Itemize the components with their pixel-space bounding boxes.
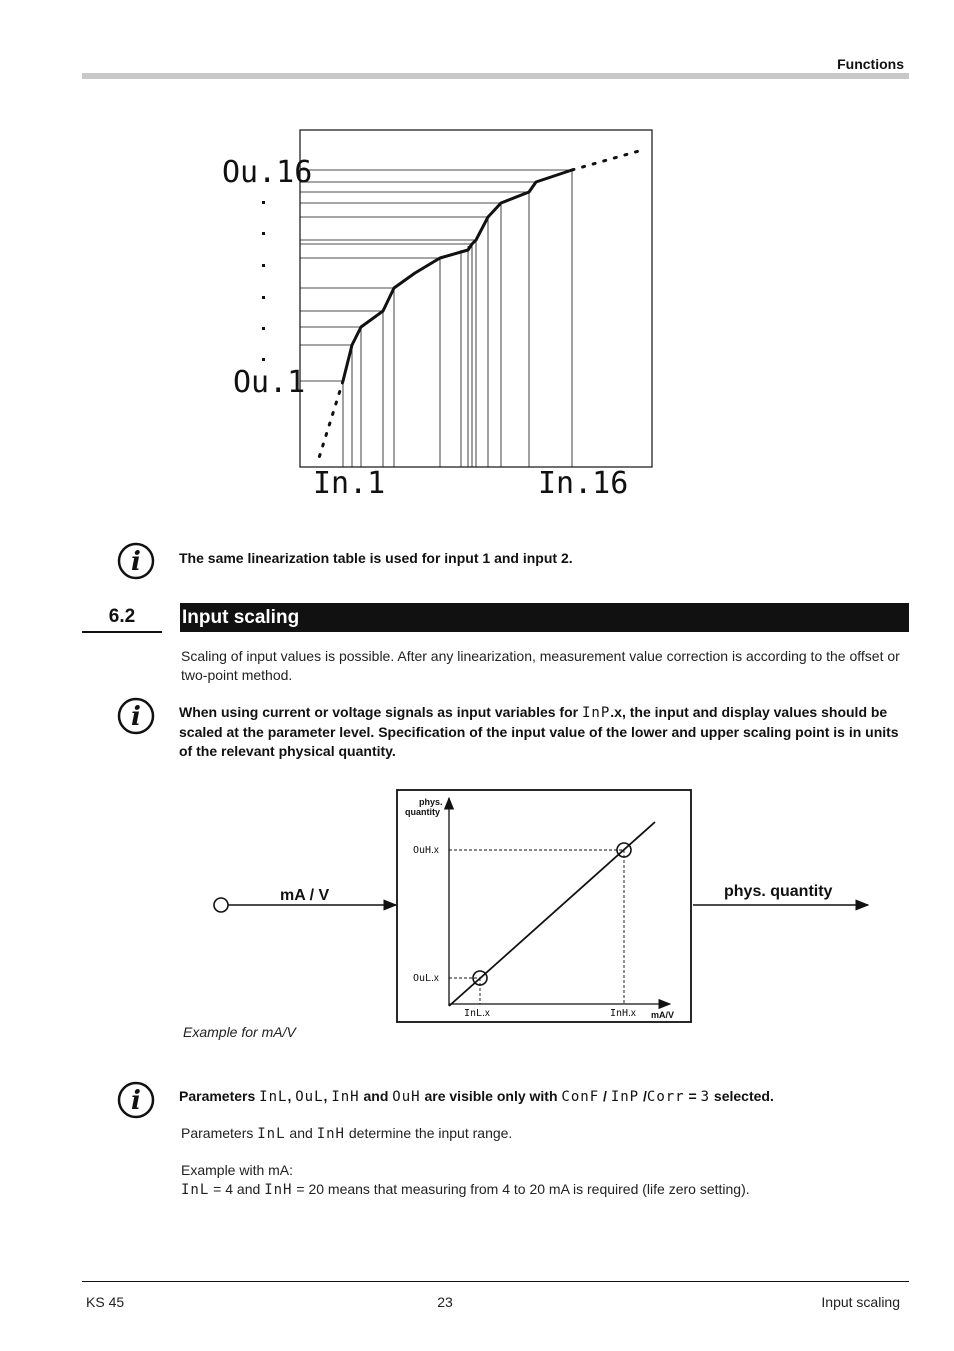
note-scaling <box>179 703 905 761</box>
note-text: / <box>639 1088 647 1104</box>
extrapolation-upper <box>572 149 646 170</box>
code-inl: InL <box>259 1089 288 1105</box>
info-icon <box>117 1081 155 1119</box>
param-text: determine the input range. <box>344 1125 513 1141</box>
linearization-curve <box>343 170 572 381</box>
x-axis-label: mA/V <box>651 1010 675 1020</box>
example-text: = 4 and <box>209 1181 265 1197</box>
label-oul: OuL.x <box>413 973 439 984</box>
info-icon <box>117 697 155 735</box>
output-label: phys. quantity <box>724 883 833 900</box>
footer-section: Input scaling <box>821 1294 900 1310</box>
figure-caption: Example for mA/V <box>183 1024 296 1040</box>
section-number: 6.2 <box>82 603 162 633</box>
extrapolation-lower <box>318 381 343 461</box>
code-corr: Corr <box>646 1089 685 1105</box>
code-inl: InL <box>181 1182 210 1198</box>
note-text: / <box>599 1088 611 1104</box>
x-label-in16: In.16 <box>538 466 629 501</box>
note-text: are visible only with <box>420 1088 562 1104</box>
note-linearization: The same linearization table is used for input 1 and input 2. <box>179 550 573 566</box>
header-section-title: Functions <box>837 56 904 72</box>
scaling-box <box>397 790 691 1022</box>
code-value: 3 <box>700 1089 711 1105</box>
param-text: Parameters <box>181 1125 258 1141</box>
intro-paragraph: Scaling of input values is possible. After any linearization, measurement value correction is according to the offset or two-point method. <box>181 648 900 683</box>
note-text: = <box>684 1088 701 1104</box>
code-inp: InP <box>610 1089 640 1105</box>
footer-product: KS 45 <box>86 1294 125 1310</box>
code-inh: InH <box>316 1126 345 1142</box>
code-inh: InH <box>264 1182 293 1198</box>
example-line <box>181 1180 750 1200</box>
note-parameters <box>179 1087 905 1107</box>
label-inh: InH.x <box>610 1008 636 1019</box>
header-rule <box>82 73 909 79</box>
input-label: mA / V <box>280 887 330 904</box>
linearization-figure <box>200 125 670 505</box>
input-terminal <box>214 898 228 912</box>
label-inl: InL.x <box>464 1008 490 1019</box>
note-text: selected. <box>710 1088 774 1104</box>
code-ouh: OuH <box>392 1089 421 1105</box>
param-range-line <box>181 1124 512 1144</box>
svg-text:i: i <box>131 1086 141 1116</box>
note-text: , <box>287 1088 296 1104</box>
param-text: and <box>285 1125 317 1141</box>
note-text: , <box>323 1088 332 1104</box>
svg-text:i: i <box>131 702 141 732</box>
example-title: Example with mA: <box>181 1162 294 1178</box>
footer-rule <box>82 1281 909 1282</box>
linearization-grid <box>300 170 572 467</box>
note-text: Parameters <box>179 1088 260 1104</box>
note-scaling-pre: When using current or voltage signals as input variables for <box>179 704 582 720</box>
code-inp: InP <box>581 705 611 721</box>
code-inh: InH <box>331 1089 360 1105</box>
example-text: = 20 means that measuring from 4 to 20 mA is required (life zero setting). <box>292 1181 750 1197</box>
section-title: Input scaling <box>182 607 300 628</box>
label-ouh: OuH.x <box>413 845 439 856</box>
note-text: and <box>359 1088 393 1104</box>
note-scaling-post: .x, the input and display values should be scaled at the parameter level. Specification of the input value of the lower and upper scaling point is in units of the relevant physical quantity. <box>179 704 899 759</box>
code-inl: InL <box>257 1126 286 1142</box>
page-number: 23 <box>437 1294 453 1310</box>
svg-text:i: i <box>131 547 141 577</box>
info-icon <box>117 542 155 580</box>
code-oul: OuL <box>295 1089 324 1105</box>
scaling-figure <box>200 780 890 1030</box>
y-label-ou16: Ou.16 <box>222 155 313 190</box>
y-axis-label-2: quantity <box>405 807 440 817</box>
x-label-in1: In.1 <box>313 466 386 501</box>
ellipsis-dots <box>262 201 265 361</box>
code-conf: ConF <box>561 1089 600 1105</box>
y-label-ou1: Ou.1 <box>233 365 306 400</box>
y-axis-label-1: phys. <box>419 797 443 807</box>
